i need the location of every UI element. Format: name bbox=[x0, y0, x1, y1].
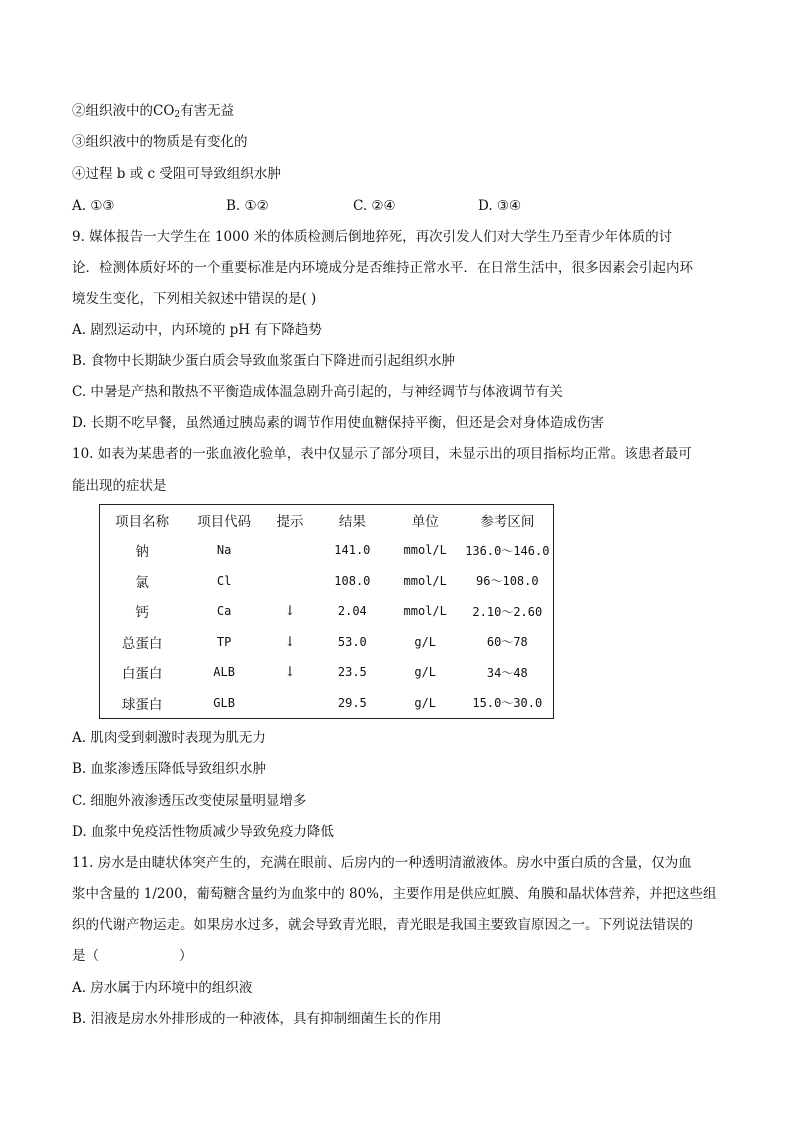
cell-range: 34～48 bbox=[486, 665, 528, 680]
q11-option-a[interactable]: A. 房水属于内环境中的组织液 bbox=[72, 980, 253, 996]
subscript-2: 2 bbox=[174, 110, 181, 120]
cell-hint: ↓ bbox=[284, 664, 296, 681]
table-row bbox=[100, 565, 554, 595]
cell-range: 2.10～2.60 bbox=[472, 604, 543, 619]
cell-name: 白蛋白 bbox=[121, 666, 163, 683]
cell-code: TP bbox=[216, 634, 232, 649]
statement-3: ③组织液中的物质是有变化的 bbox=[72, 134, 248, 150]
q11-stem-start: 是（ bbox=[72, 948, 99, 964]
cell-unit: g/L bbox=[414, 665, 437, 680]
cell-range: 60～78 bbox=[486, 635, 528, 650]
statement-2-text: ②组织液中的CO bbox=[72, 103, 175, 119]
cell-name: 钙 bbox=[135, 605, 149, 622]
cell-result: 53.0 bbox=[337, 634, 367, 649]
q8-option-b[interactable]: B. ①② bbox=[226, 198, 269, 214]
table-row bbox=[100, 535, 554, 565]
cell-result: 2.04 bbox=[337, 604, 367, 619]
q9-option-d[interactable]: D. 长期不吃早餐，虽然通过胰岛素的调节作用使血糖保持平衡，但还是会对身体造成伤害 bbox=[72, 415, 604, 431]
q8-option-a[interactable]: A. ①③ bbox=[72, 198, 115, 214]
q9-stem-line-1: 9. 媒体报告一大学生在 1000 米的体质检测后倒地猝死，再次引发人们对大学生乃至青少年体质的讨 bbox=[72, 229, 673, 245]
cell-code: ALB bbox=[213, 665, 235, 680]
cell-unit: mmol/L bbox=[403, 543, 447, 558]
blood-test-table bbox=[99, 504, 554, 719]
cell-name: 钠 bbox=[135, 544, 149, 561]
q9-option-c[interactable]: C. 中暑是产热和散热不平衡造成体温急剧升高引起的，与神经调节与体液调节有关 bbox=[72, 384, 563, 400]
statement-2-suffix: 有害无益 bbox=[180, 103, 235, 119]
q10-option-c[interactable]: C. 细胞外液渗透压改变使尿量明显增多 bbox=[72, 793, 307, 809]
cell-name: 球蛋白 bbox=[121, 696, 163, 713]
cell-range: 136.0～146.0 bbox=[465, 543, 550, 558]
cell-unit: g/L bbox=[414, 634, 437, 649]
table-row bbox=[100, 626, 554, 656]
q11-stem-line-3: 织的代谢产物运走。如果房水过多，就会导致青光眼，青光眼是我国主要致盲原因之一。下列说法错误的 bbox=[72, 917, 693, 933]
table-row bbox=[100, 657, 554, 687]
cell-result: 108.0 bbox=[334, 573, 371, 588]
q9-option-a[interactable]: A. 剧烈运动中，内环境的 pH 有下降趋势 bbox=[72, 322, 322, 338]
header-unit: 单位 bbox=[411, 514, 439, 530]
q10-option-d[interactable]: D. 血浆中免疫活性物质减少导致免疫力降低 bbox=[72, 824, 334, 840]
q11-stem-line-4 bbox=[72, 946, 193, 966]
header-reference-range: 参考区间 bbox=[480, 514, 535, 530]
q10-stem-line-1: 10. 如表为某患者的一张血液化验单，表中仅显示了部分项目，未显示出的项目指标均正常。该患者最可 bbox=[72, 446, 692, 462]
table-row bbox=[100, 687, 554, 718]
cell-unit: mmol/L bbox=[403, 604, 447, 619]
cell-result: 141.0 bbox=[334, 543, 371, 558]
cell-name: 总蛋白 bbox=[121, 635, 163, 652]
q8-option-c[interactable]: C. ②④ bbox=[353, 198, 396, 214]
cell-code: GLB bbox=[213, 695, 235, 710]
cell-code: Ca bbox=[216, 604, 232, 619]
cell-hint: ↓ bbox=[284, 603, 296, 620]
cell-range: 96～108.0 bbox=[476, 574, 539, 589]
cell-unit: mmol/L bbox=[403, 573, 447, 588]
q8-option-d[interactable]: D. ③④ bbox=[478, 198, 522, 214]
q9-option-b[interactable]: B. 食物中长期缺少蛋白质会导致血浆蛋白下降进而引起组织水肿 bbox=[72, 353, 456, 369]
cell-code: Cl bbox=[216, 573, 232, 588]
q8-options bbox=[72, 196, 722, 216]
cell-hint bbox=[264, 687, 316, 718]
cell-code: Na bbox=[216, 543, 232, 558]
header-item-code: 项目代码 bbox=[197, 514, 252, 530]
q9-stem-line-2: 论．检测体质好坏的一个重要标准是内环境成分是否维持正常水平．在日常生活中，很多因素会引起内环 bbox=[72, 260, 693, 276]
cell-hint bbox=[264, 535, 316, 565]
q10-option-a[interactable]: A. 肌肉受到刺激时表现为肌无力 bbox=[72, 730, 266, 746]
cell-range: 15.0～30.0 bbox=[472, 696, 543, 711]
q10-stem-line-2: 能出现的症状是 bbox=[72, 478, 167, 494]
cell-result: 23.5 bbox=[337, 665, 367, 680]
q9-stem-line-3: 境发生变化，下列相关叙述中错误的是( ) bbox=[72, 291, 317, 307]
q10-option-b[interactable]: B. 血浆渗透压降低导致组织水肿 bbox=[72, 761, 267, 777]
header-item-name: 项目名称 bbox=[115, 514, 170, 530]
q11-stem-line-2: 浆中含量的 1/200，葡萄糖含量约为血浆中的 80%，主要作用是供应虹膜、角膜和晶状体营养，并把这些组 bbox=[72, 886, 717, 902]
cell-name: 氯 bbox=[135, 574, 149, 591]
q11-option-b[interactable]: B. 泪液是房水外排形成的一种液体，具有抑制细菌生长的作用 bbox=[72, 1011, 442, 1027]
statement-2 bbox=[72, 101, 234, 125]
cell-hint bbox=[264, 565, 316, 595]
cell-unit: g/L bbox=[414, 695, 437, 710]
q11-stem-end: ） bbox=[179, 948, 193, 964]
statement-4: ④过程 b 或 c 受阻可导致组织水肿 bbox=[72, 166, 281, 182]
cell-result: 29.5 bbox=[337, 695, 367, 710]
q11-stem-line-1: 11. 房水是由睫状体突产生的，充满在眼前、后房内的一种透明清澈液体。房水中蛋白质的含量，仅为血 bbox=[72, 855, 692, 871]
cell-hint: ↓ bbox=[284, 633, 296, 650]
header-result: 结果 bbox=[338, 514, 366, 530]
table-row bbox=[100, 596, 554, 626]
header-hint: 提示 bbox=[276, 514, 304, 530]
table-header-row bbox=[100, 505, 554, 536]
